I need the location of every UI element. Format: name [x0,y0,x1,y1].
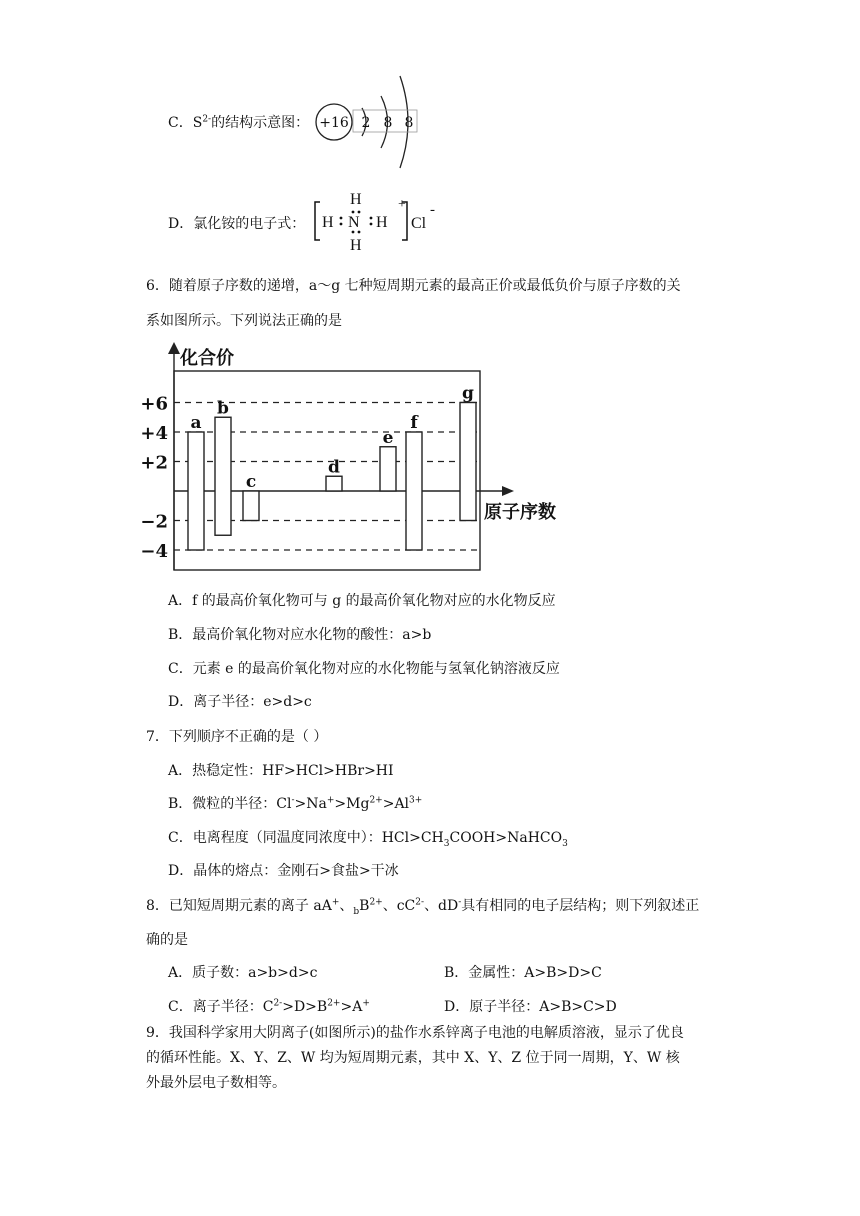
x-axis-arrow [502,486,514,496]
bar-b [215,417,231,535]
shell-electrons-1: 2 [361,115,371,131]
q8-option-d: D．原子半径：A>B>C>D [444,999,617,1015]
bar-g [460,403,476,521]
q6-stem-line1: 6．随着原子序数的递增，a～g 七种短周期元素的最高正价或最低负价与原子序数的关 [146,278,681,294]
y-tick-label-0: +6 [140,393,168,415]
y-tick-label-3: −2 [140,511,168,533]
valence-chart [130,338,590,583]
y-tick-label-2: +2 [140,452,168,474]
cl-atom: Cl [411,215,427,232]
bar-a [188,432,204,550]
q8-stem-line1: 8．已知短周期元素的离子 aA+、$_bB^{2+}$、$cC^{2-}$、dD-具有相同的电子层结构；则下列叙述正 [146,897,700,917]
bar-e [380,447,396,491]
q5-option-d: D．氯化铵的电子式： [168,216,306,232]
q6-option-b: B．最高价氧化物对应水化物的酸性：a>b [168,627,432,643]
q6-option-a: A．f 的最高价氧化物可与 g 的最高价氧化物对应的水化物反应 [168,593,556,609]
y-axis-label: 化合价 [180,348,234,369]
q9-line2: 的循环性能。X、Y、Z、W 均为短周期元素，其中 X、Y、Z 位于同一周期，Y、W 核 [146,1050,680,1066]
q6-option-d: D．离子半径：e>d>c [168,694,312,710]
q8-stem-line2: 确的是 [146,932,188,948]
q6-stem-line2: 系如图所示。下列说法正确的是 [146,313,342,329]
bar-label-c: c [245,472,257,492]
h-left: H [322,214,334,231]
q8-option-b: B．金属性：A>B>D>C [444,965,602,981]
q7-option-b: B．微粒的半径：$Cl^->Na^+>Mg^{2+}>Al^{3+}$ [168,795,423,812]
q5-option-c [168,113,309,133]
bar-c [243,491,259,521]
n-atom: N [348,214,360,231]
nucleus-charge: +16 [319,115,349,131]
q7-stem: 7．下列顺序不正确的是（ ） [146,729,328,745]
bar-label-d: d [328,457,340,478]
q7-option-d: D．晶体的熔点：金刚石>食盐>干冰 [168,863,399,879]
bar-label-b: b [217,398,229,419]
bar-d [326,476,342,491]
x-axis-label: 原子序数 [484,502,556,523]
h-right: H [376,214,388,231]
bar-label-e: e [382,427,394,448]
h-top: H [350,191,362,208]
anion-charge: - [430,202,435,218]
q7-option-a: A．热稳定性：HF>HCl>HBr>HI [168,763,394,779]
q9-line1: 9．我国科学家用大阴离子(如图所示)的盐作水系锌离子电池的电解质溶液，显示了优良 [146,1025,684,1041]
q6-option-c: C．元素 e 的最高价氧化物对应的水化物能与氢氧化钠溶液反应 [168,661,560,677]
bar-label-a: a [190,413,202,433]
q7-option-c: C．电离程度（同温度同浓度中）：$HCl>CH_3COOH>NaHCO_3$ [168,830,568,849]
bar-f [406,432,422,550]
h-bottom: H [350,237,362,254]
q9-line3: 外最外层电子数相等。 [146,1075,286,1091]
cation-charge: + [398,197,406,212]
y-axis-arrow [168,342,180,354]
bar-label-g: g [462,383,474,404]
q5-option-c-label: 的结构示意图： [211,115,310,131]
sulfide-ion-structure-diagram [308,72,418,172]
q8-option-a: A．质子数：a>b>d>c [168,965,318,981]
bar-label-f: f [410,413,418,433]
q5-option-c-charge: 2- [202,114,212,125]
y-tick-label-4: −4 [140,541,168,562]
shell-electrons-2: 8 [383,115,393,131]
ammonium-chloride-electron-formula [310,188,450,254]
y-tick-label-1: +4 [140,423,168,444]
left-bracket [315,202,320,240]
q8-option-c: C．离子半径：$C^{2-}>D>B^{2+}>A^+$ [168,998,370,1015]
shell-electrons-3: 8 [404,115,414,131]
q5-option-c-prefix: C．S [168,115,203,131]
